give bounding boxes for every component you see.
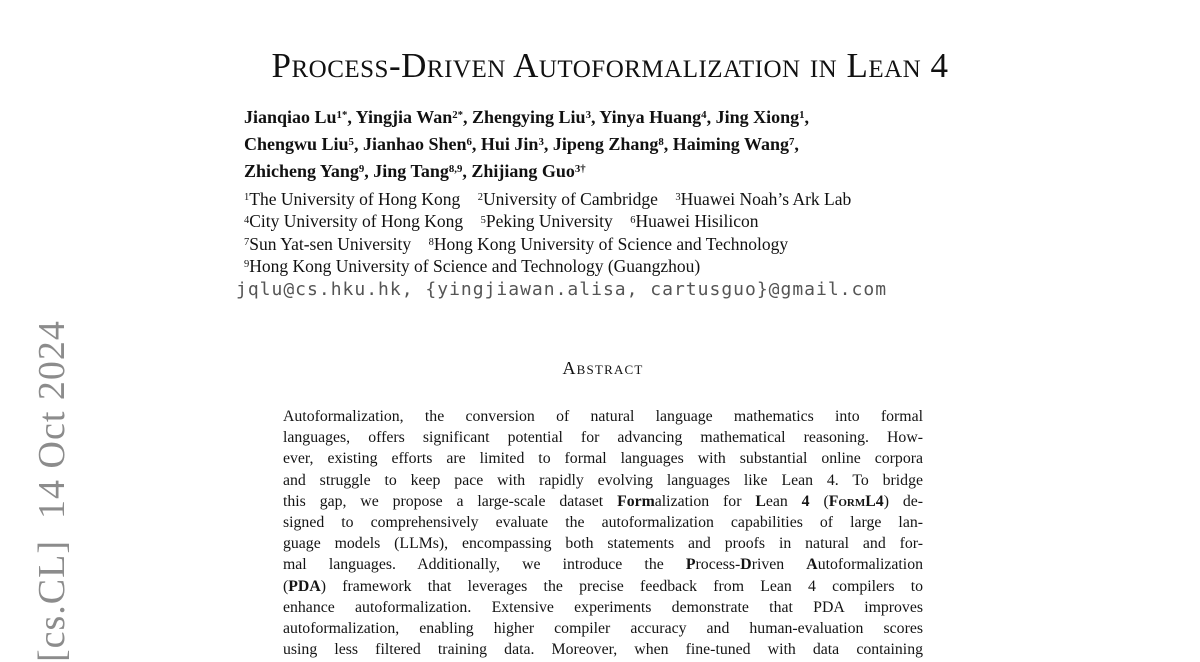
arxiv-watermark: [cs.CL] 14 Oct 2024 bbox=[31, 320, 73, 662]
text-line: languages, offers significant potential for advancing mathematical reasoning. How- bbox=[283, 429, 923, 447]
email-line: jqlu@cs.hku.hk, {yingjiawan.alisa, cartusguo}@gmail.com bbox=[236, 279, 888, 300]
text-line: $^4$City University of Hong Kong $^5$Peking University $^6$Huawei Hisilicon bbox=[244, 211, 759, 232]
text-line: $^1$The University of Hong Kong $^2$University of Cambridge $^3$Huawei Noah’s Ark Lab bbox=[244, 189, 852, 209]
text-line: enhance autoformalization. Extensive experiments demonstrate that PDA improves bbox=[283, 598, 923, 616]
text-line: ever, existing efforts are limited to formal languages with substantial online corpora bbox=[283, 450, 923, 468]
text-line: using less filtered training data. Moreover, when fine-tuned with data containing bbox=[283, 641, 923, 659]
text-line: $^7$Sun Yat-sen University $^8$Hong Kong University of Science and Technology bbox=[244, 233, 789, 254]
abstract-body bbox=[283, 406, 923, 660]
text-line: (PDA) framework that leverages the precise feedback from Lean 4 compilers to bbox=[283, 577, 923, 595]
text-line: Chengwu Liu$^5$, Jianhao Shen$^6$, Hui Jin$^3$, Jipeng Zhang$^8$, Haiming Wang$^7$, bbox=[244, 134, 799, 154]
text-line: signed to comprehensively evaluate the autoformalization capabilities of large lan- bbox=[283, 513, 923, 531]
text-line: Jianqiao $Lu^{1*}$, Yingjia Wan$^{2*}$, Zhengying Liu$^3$, Yinya Huang$^4$, Jing Xiong$^1$, bbox=[244, 107, 810, 127]
text-line: Autoformalization, the conversion of natural language mathematics into formal bbox=[283, 408, 923, 425]
text-line: Zhicheng Yang$^9$, Jing Tang$^{8,9}$, Zhijiang Guo$^{3\dagger}$ bbox=[244, 161, 586, 181]
text-line: autoformalization, enabling higher compiler accuracy and human-evaluation scores bbox=[283, 619, 923, 637]
text-line: and struggle to keep pace with rapidly evolving languages like Lean 4. To bridge bbox=[283, 471, 923, 489]
abstract-heading: Abstract bbox=[562, 358, 644, 378]
text-line: mal languages. Additionally, we introduce the Process-Driven Autoformalization bbox=[283, 556, 923, 574]
text-line: $^9$Hong Kong University of Science and Technology (Guangzhou) bbox=[244, 255, 701, 276]
affiliation-block bbox=[244, 188, 984, 277]
paper-title: Process-Driven Autoformalization in Lean 4 bbox=[271, 46, 949, 85]
author-block bbox=[244, 104, 964, 185]
text-line: this gap, we propose a large-scale dataset Formalization for Lean 4 (FormL4) de- bbox=[283, 492, 923, 510]
text-line: guage models (LLMs), encompassing both statements and proofs in natural and for- bbox=[283, 535, 923, 553]
